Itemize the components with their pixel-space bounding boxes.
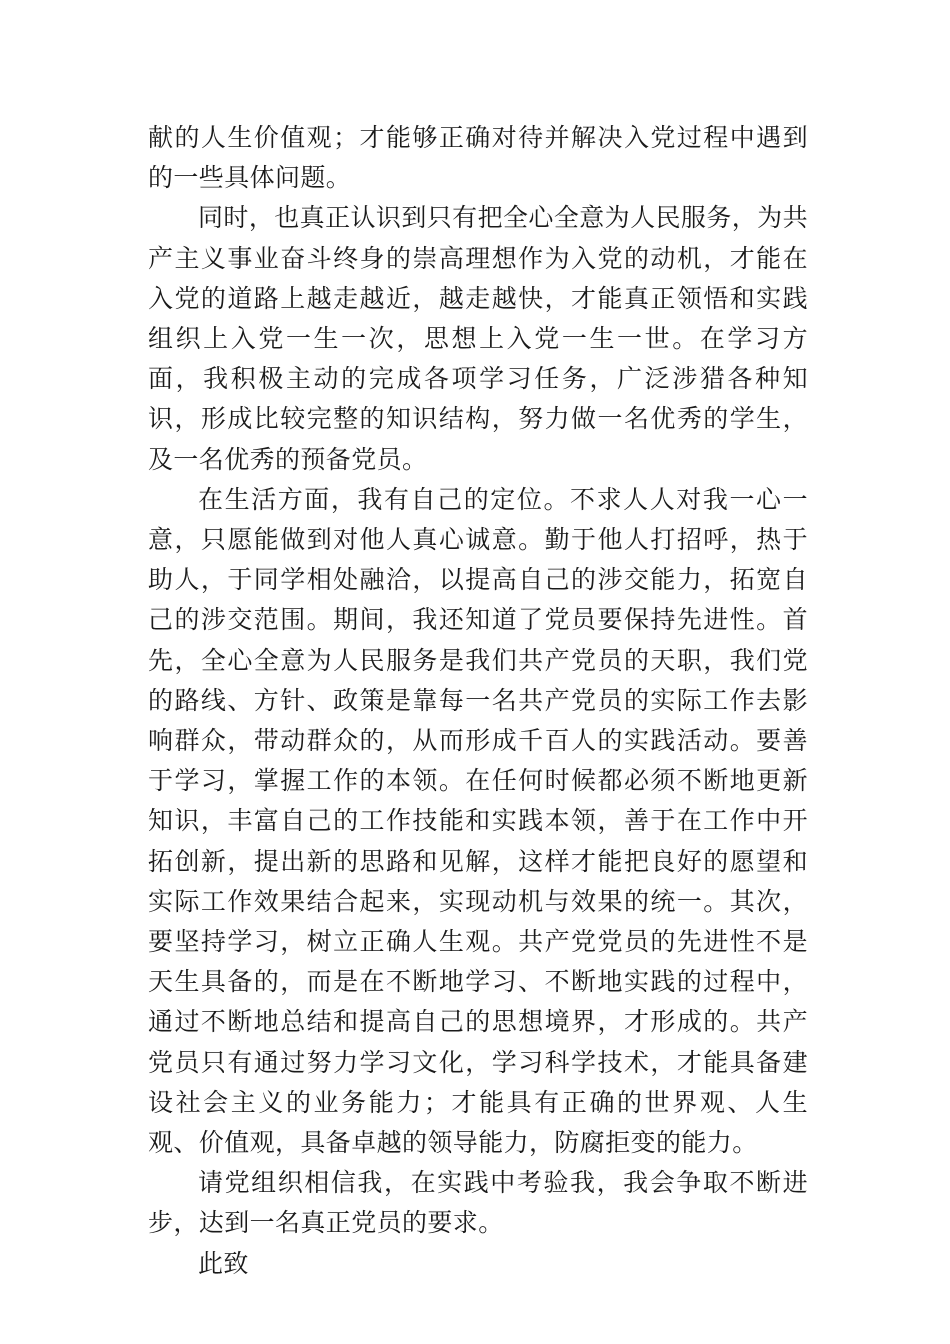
paragraph-motivation: 同时，也真正认识到只有把全心全意为人民服务，为共产主义事业奋斗终身的崇高理想作为入党的动机，才能在入党的道路上越走越近，越走越快，才能真正领悟和实践组织上入党一生一次，思想上入党一生一世。在学习方面，我积极主动的完成各项学习任务，广泛涉猎各种知识，形成比较完整的知识结构，努力做一名优秀的学生，及一名优秀的预备党员。 (148, 203, 808, 474)
paragraph-life-and-study: 在生活方面，我有自己的定位。不求人人对我一心一意，只愿能做到对他人真心诚意。勤于他人打招呼，热于助人，于同学相处融洽，以提高自己的涉交能力，拓宽自己的涉交范围。期间，我还知道了党员要保持先进性。首先，全心全意为人民服务是我们共产党员的天职，我们党的路线、方针、政策是靠每一名共产党员的实际工作去影响群众，带动群众的，从而形成千百人的实践活动。要善于学习，掌握工作的本领。在任何时候都必须不断地更新知识，丰富自己的工作技能和实践本领，善于在工作中开拓创新，提出新的思路和见解，这样才能把良好的愿望和实际工作效果结合起来，实现动机与效果的统一。其次，要坚持学习，树立正确人生观。共产党党员的先进性不是天生具备的，而是在不断地学习、不断地实践的过程中，通过不断地总结和提高自己的思想境界，才形成的。共产党员只有通过努力学习文化，学习科学技术，才能具备建设社会主义的业务能力；才能具有正确的世界观、人生观、价值观，具备卓越的领导能力，防腐拒变的能力。 (148, 484, 808, 1158)
paragraph-closing-salutation: 此致 (198, 1248, 249, 1278)
paragraph-continuation: 献的人生价值观；才能够正确对待并解决入党过程中遇到的一些具体问题。 (148, 123, 808, 193)
document-body (148, 118, 808, 1284)
paragraph-request: 请党组织相信我，在实践中考验我，我会争取不断进步，达到一名真正党员的要求。 (148, 1168, 808, 1238)
